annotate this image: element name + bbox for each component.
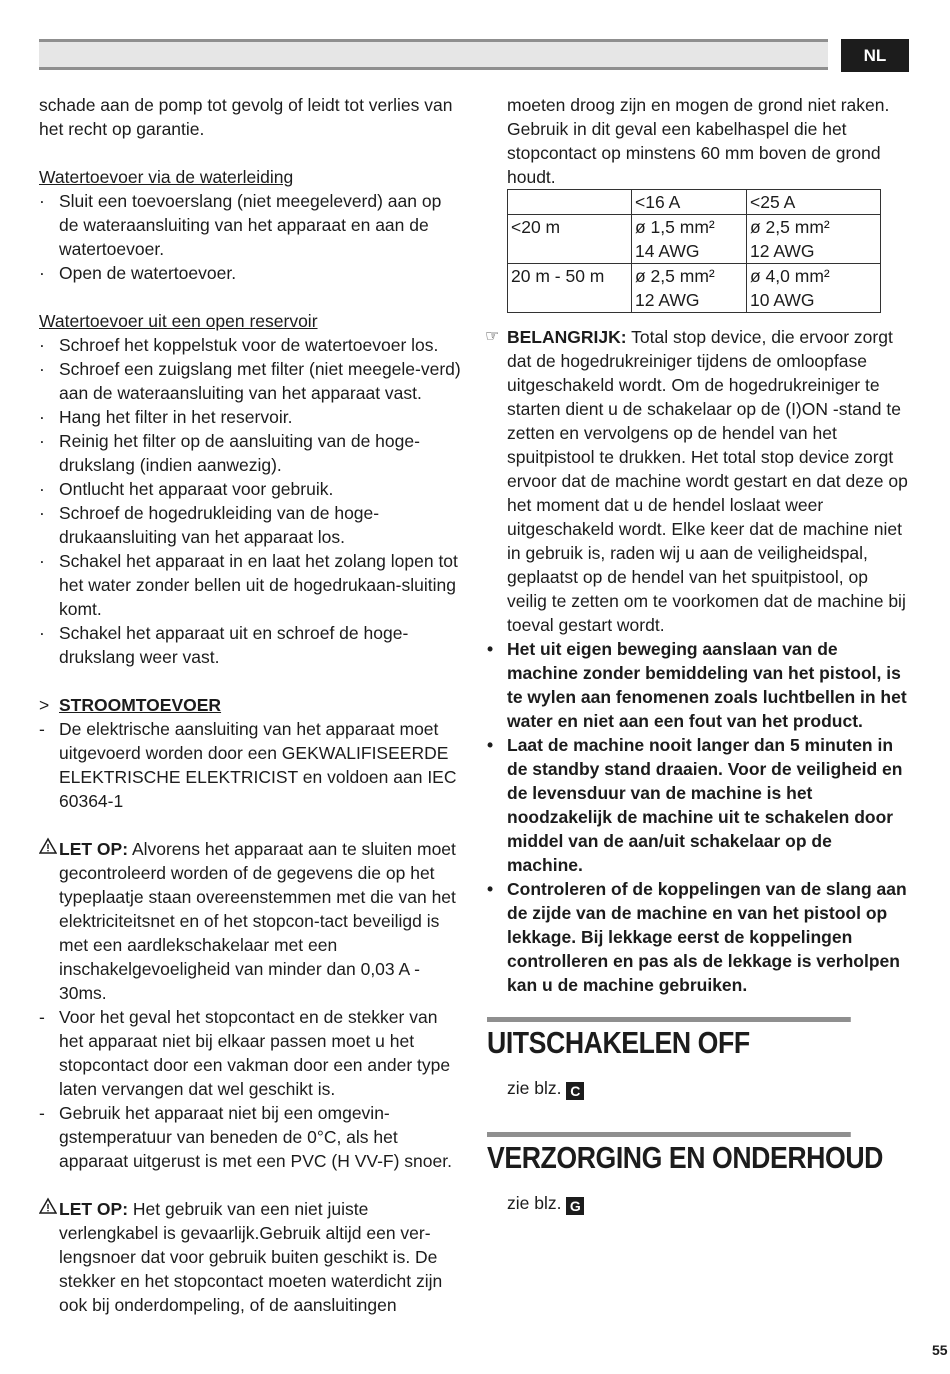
section-uitschakelen (487, 1017, 910, 1062)
section-verzorging (487, 1132, 910, 1177)
pointing-hand-icon: ☞ (485, 328, 500, 345)
important-block: ☞ BELANGRIJK: Total stop device, die ervoor zorgt dat de hogedrukreiniger tijdens de omloopfase uitgeschakeld wordt. Om de hogedrukreiniger te starten dient u de schakelaar op de (I)ON -stand te zetten en vervolgens op de hendel van het spuitpistool te drukken. Het total stop device zorgt ervoor dat de machine wordt gestart en dat deze op het moment dat u de hendel loslaat weer uitgeschakeld wordt. Elke keer dat de machine niet in gebruik is, raden wij u aan de veiligheidspal, geplaatst op de hendel van het spuitpistool, op veilig te zetten om te voorkomen dat de machine bij toeval gestart wordt. (485, 327, 908, 635)
bullet-marker: • (487, 879, 494, 899)
water-supply-list (39, 189, 464, 285)
bullet-marker: · (39, 551, 45, 571)
continuation-text: moeten droog zijn en mogen de grond niet raken. Gebruik in dit geval een kabelhaspel die het stopcontact op minstens 60 mm boven de grond houdt. (507, 95, 890, 187)
bullet-marker: · (39, 479, 45, 499)
page-reference: zie blz. G (487, 1191, 912, 1215)
bullet-marker: • (487, 639, 494, 659)
list-item: · Ontlucht het apparaat voor gebruik. (39, 479, 334, 499)
section-title: VERZORGING EN ONDERHOUD (487, 1132, 851, 1177)
warning-icon (39, 1197, 57, 1221)
bullet-marker: · (39, 503, 45, 523)
list-item: · Schroef een zuigslang met filter (niet meegele-verd) aan de wateraansluiting van het apparaat vast. (39, 359, 461, 403)
list-item: · Open de watertoevoer. (39, 263, 237, 283)
reservoir-title: Watertoevoer uit een open reservoir (39, 311, 318, 331)
bullet-marker: • (487, 735, 494, 755)
list-item: · Sluit een toevoerslang (niet meegeleverd) aan op de wateraansluiting van het apparaat en aan de watertoevoer. (39, 191, 442, 259)
dash-marker: - (39, 1103, 45, 1123)
bullet-marker: · (39, 191, 45, 211)
warning-icon (39, 837, 57, 861)
intro-text: schade aan de pomp tot gevolg of leidt tot verlies van het recht op garantie. (39, 95, 453, 139)
list-item: · Hang het filter in het reservoir. (39, 407, 293, 427)
dash-marker: - (39, 1007, 45, 1027)
list-item: - Voor het geval het stopcontact en de stekker van het apparaat niet bij elkaar passen moet u het stopcontact door een vakman door een ander type laten vervangen dat wel geschikt is. (39, 1007, 451, 1099)
warning-block: LET OP: Alvorens het apparaat aan te sluiten moet gecontroleerd worden of de gegevens die op het typeplaatje staan overeenstemmen met die van het elektriciteitsnet en of het stopcon-tact beveiligd is met een aardlekschakelaar met een inschakelgevoeligheid van minder dan 0,03 A - 30ms. (39, 837, 464, 1005)
list-item: · Schakel het apparaat in en laat het zolang lopen tot het water zonder bellen uit de hogedrukaan-sluiting komt. (39, 551, 458, 619)
section-title: UITSCHAKELEN OFF (487, 1017, 851, 1062)
bullet-marker: · (39, 623, 45, 643)
chevron-right-icon: > (39, 695, 50, 715)
bullet-marker: · (39, 431, 45, 451)
list-item: · Schroef het koppelstuk voor de watertoevoer los. (39, 335, 439, 355)
page-ref-badge: C (566, 1082, 584, 1100)
list-item: · Reinig het filter op de aansluiting van de hoge-drukslang (indien aanwezig). (39, 431, 420, 475)
list-item: · Schakel het apparaat uit en schroef de hoge-drukslang weer vast. (39, 623, 409, 667)
bullet-marker: · (39, 407, 45, 427)
list-item: • Controleren of de koppelingen van de slang aan de zijde van de machine en van het pistool op lekkage. Bij lekkage eerst de koppelingen controlleren en pas als de lekkage is verholpen kan u de machine gebruiken. (487, 879, 907, 995)
bullet-marker: · (39, 263, 45, 283)
language-badge: NL (841, 39, 909, 72)
right-column (487, 93, 912, 1215)
page-ref-badge: G (566, 1197, 584, 1215)
list-item: - De elektrische aansluiting van het apparaat moet uitgevoerd worden door een GEKWALIFISEERDE ELEKTRISCHE ELEKTRICIST en voldoen aan IEC 60364-1 (39, 719, 457, 811)
reservoir-list (39, 333, 464, 669)
table-row: <20 m ø 1,5 mm² 14 AWG ø 2,5 mm² 12 AWG (508, 215, 881, 264)
bullet-marker: · (39, 359, 45, 379)
list-item: • Laat de machine nooit langer dan 5 minuten in de standby stand draaien. Voor de veiligheid en de levensduur van de machine is het noodzakelijk de machine uit te schakelen door middel van de aan/uit schakelaar op de machine. (487, 735, 903, 875)
list-item: · Schroef de hogedrukleiding van de hoge-drukaansluiting van het apparaat los. (39, 503, 380, 547)
dash-marker: - (39, 719, 45, 739)
warning-block: LET OP: Het gebruik van een niet juiste verlengkabel is gevaarlijk.Gebruik altijd een ver-lengsnoer dat voor gebruik buiten geschikt is. De stekker en het stopcontact moeten waterdicht zijn ook bij onderdompeling, of de aansluitingen (39, 1197, 464, 1317)
list-item: • Het uit eigen beweging aanslaan van de machine zonder bemiddeling van het pistool, is te wylen aan fenomenen zoals luchtbellen in het water en niet aan een fout van het product. (487, 639, 907, 731)
page-number: 55 (932, 1342, 948, 1358)
left-column (39, 93, 464, 1317)
table-row: 20 m - 50 m ø 2,5 mm² 12 AWG ø 4,0 mm² 10 AWG (508, 264, 881, 313)
table-header-row: <16 A <25 A (508, 190, 881, 215)
header-bar (39, 39, 828, 70)
list-item: - Gebruik het apparaat niet bij een omgevin-gstemperatuur van beneden de 0°C, als het apparaat uitgerust is met een PVC (H VV-F) snoer. (39, 1103, 452, 1171)
water-supply-title: Watertoevoer via de waterleiding (39, 167, 294, 187)
bullet-marker: · (39, 335, 45, 355)
page-reference: zie blz. C (487, 1076, 912, 1100)
cable-table (507, 189, 881, 313)
power-heading: > STROOMTOEVOER (39, 695, 222, 715)
